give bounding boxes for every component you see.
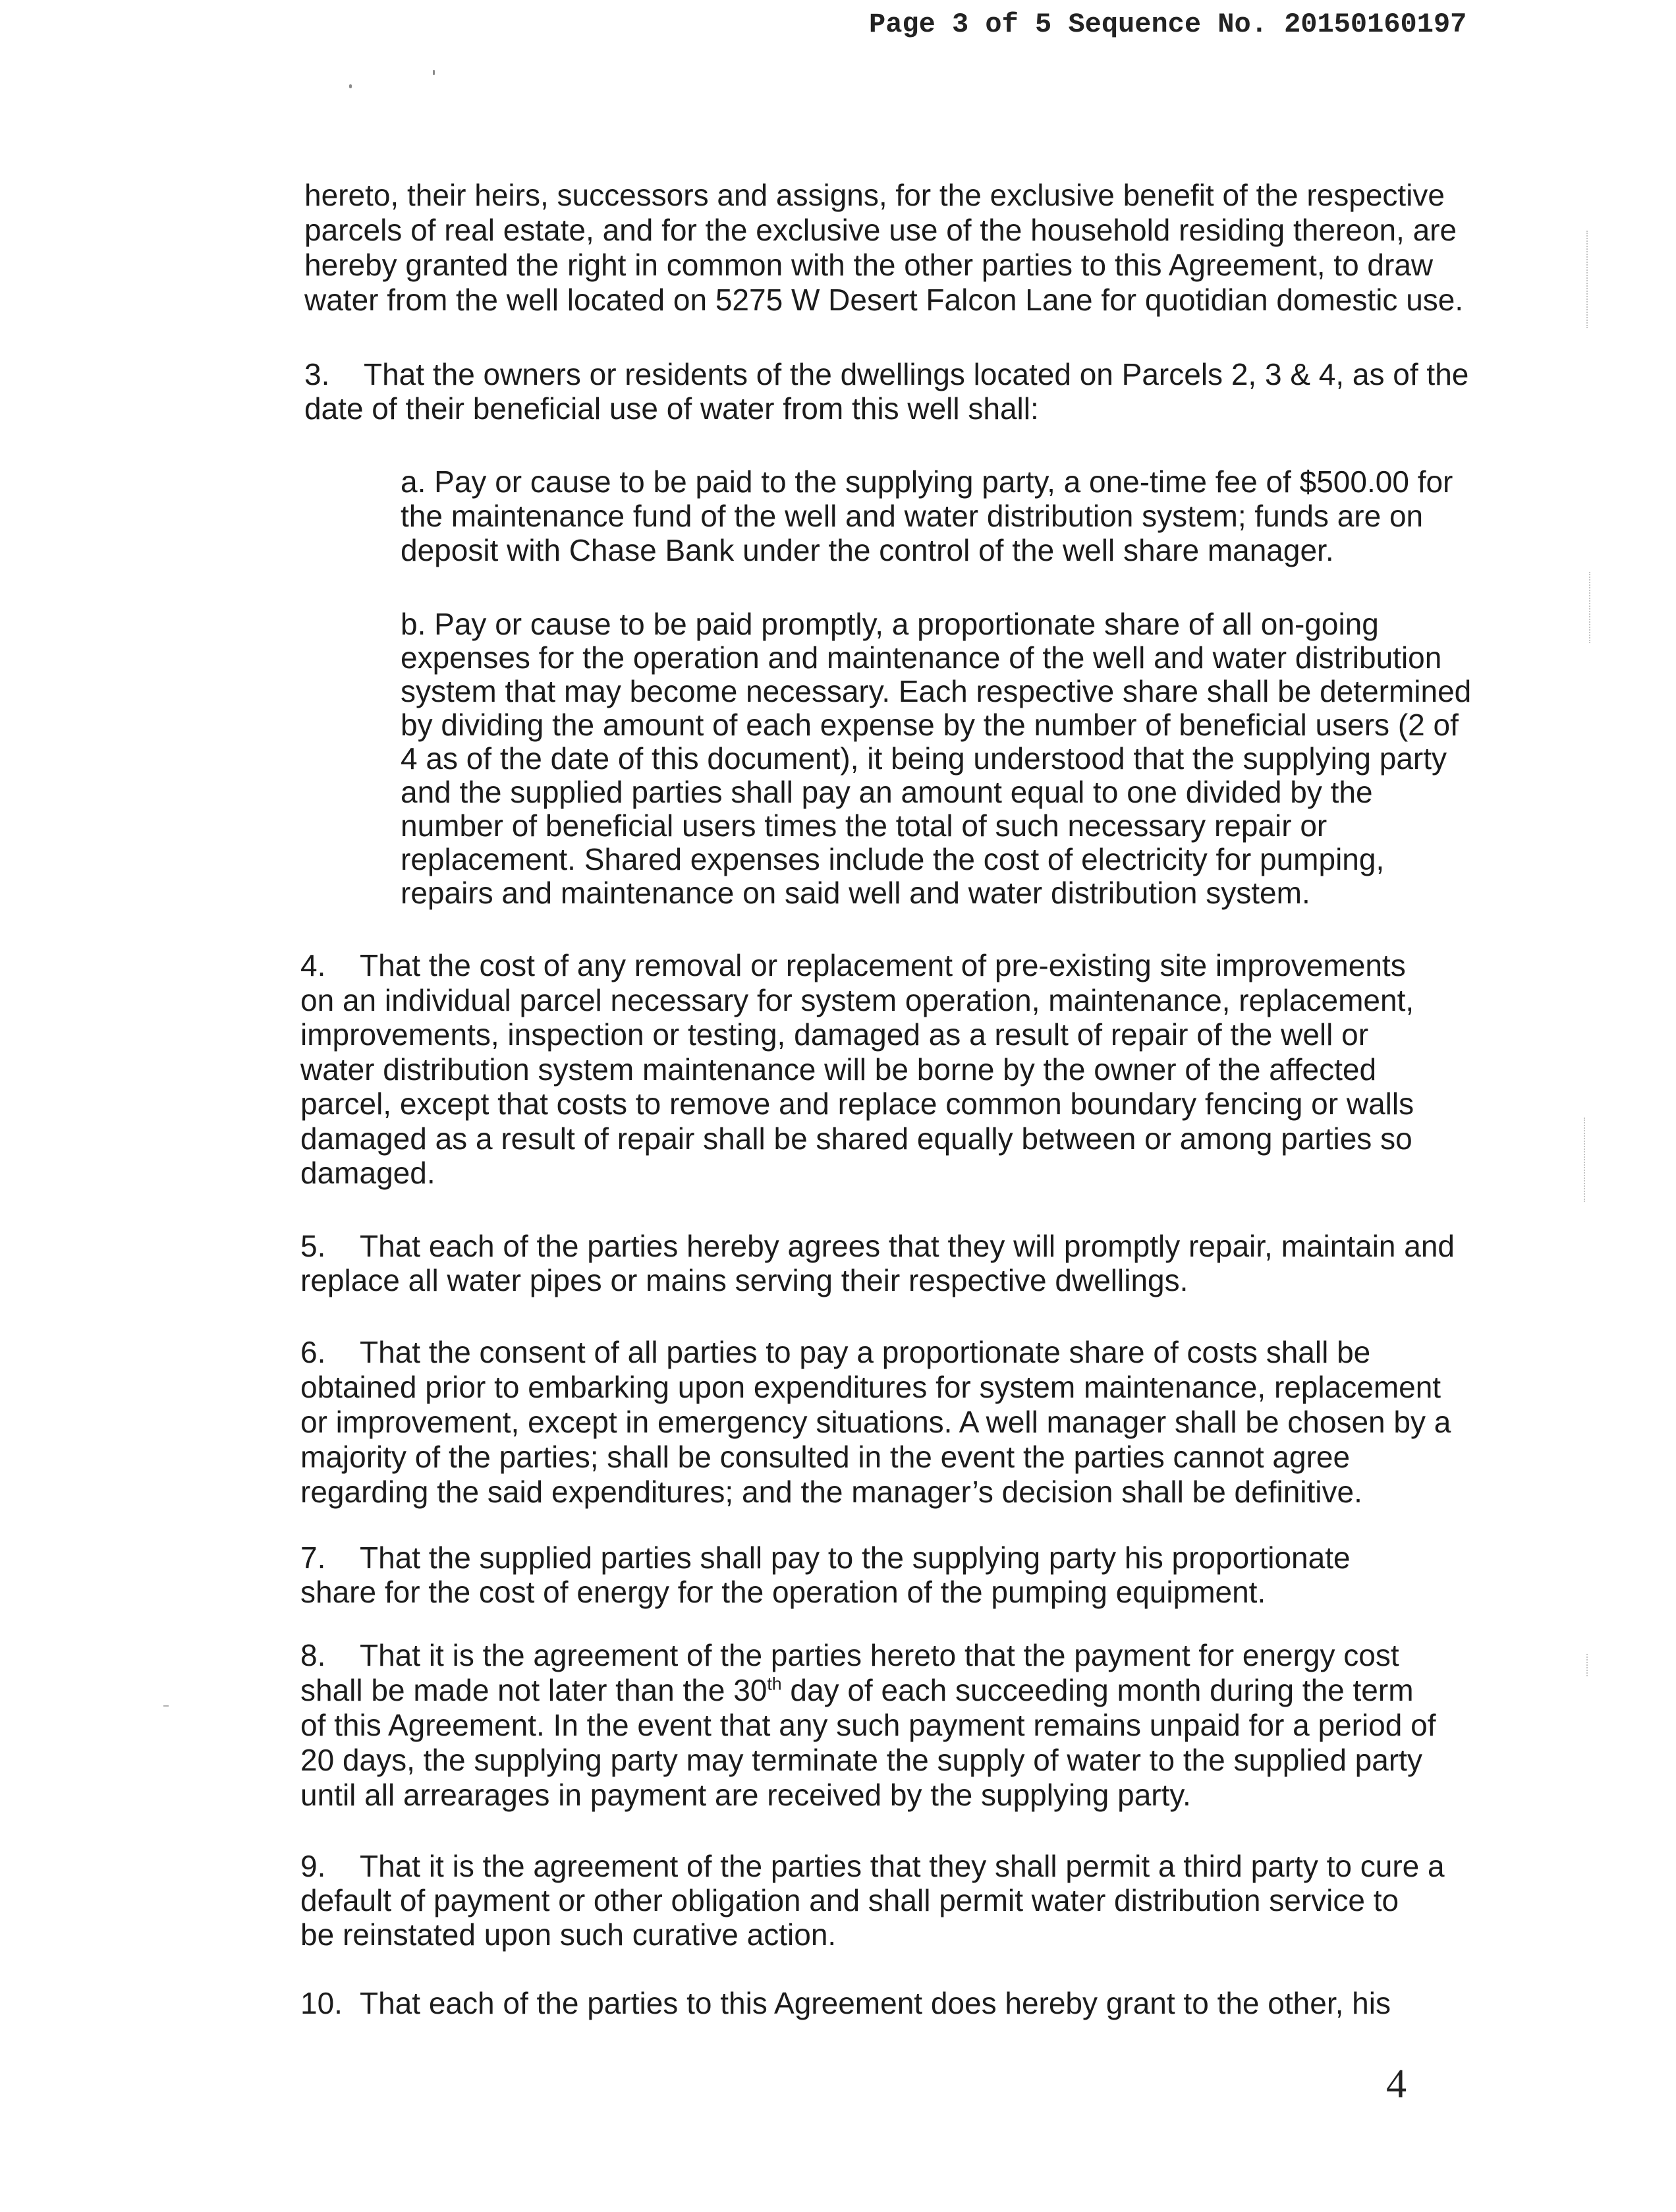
section-number: 4. [300,948,326,982]
paragraph-line: damaged. [300,1156,435,1190]
scan-artifact [349,84,352,88]
scan-artifact [1586,231,1588,328]
paragraph-line: date of their beneficial use of water from this well shall: [304,391,1039,426]
line-text: That the owners or residents of the dwellings located on Parcels 2, 3 & 4, as of the [364,357,1469,391]
line-text: That the supplied parties shall pay to the supplying party his proportionate [360,1541,1351,1575]
page-sequence-header: Page 3 of 5 Sequence No. 20150160197 [869,9,1467,40]
scan-artifact [1589,572,1590,643]
paragraph-line: on an individual parcel necessary for system operation, maintenance, replacement, [300,982,1414,1017]
paragraph-section-3 [304,357,1468,426]
paragraph-line: water from the well located on 5275 W Desert Falcon Lane for quotidian domestic use. [304,283,1464,317]
paragraph-line: obtained prior to embarking upon expenditures for system maintenance, replacement [300,1370,1441,1404]
paragraph-line [300,1849,1445,1883]
paragraph-line: majority of the parties; shall be consulted in the event the parties cannot agree [300,1440,1351,1474]
line-text: That each of the parties to this Agreement does hereby grant to the other, his [360,1986,1391,2020]
section-number: 3. [304,357,330,391]
line-text: That it is the agreement of the parties hereto that the payment for energy cost [360,1638,1399,1672]
page-number-footer: 4 [1386,2062,1407,2107]
paragraph-line: by dividing the amount of each expense by the number of beneficial users (2 of [401,708,1459,742]
paragraph-line: replacement. Shared expenses include the cost of electricity for pumping, [401,842,1385,876]
paragraph-continuation [304,178,1463,318]
scan-artifact [1586,1654,1588,1676]
paragraph-line [300,1673,1436,1708]
ordinal-superscript: th [767,1674,782,1694]
paragraph-line: and the supplied parties shall pay an amount equal to one divided by the [401,775,1373,809]
line-text: shall be made not later than the 30 [300,1673,768,1707]
paragraph-section-6 [300,1335,1451,1510]
paragraph-line: until all arrearages in payment are received by the supplying party. [300,1778,1191,1812]
paragraph-line [304,357,1468,391]
paragraph-section-7 [300,1541,1351,1609]
paragraph-section-3b [401,608,1471,910]
line-text: That each of the parties hereby agrees that they will promptly repair, maintain and [360,1229,1455,1263]
paragraph-line: hereby granted the right in common with the other parties to this Agreement, to draw [304,248,1434,282]
paragraph-line: system that may become necessary. Each respective share shall be determined [401,674,1472,708]
paragraph-line [300,1229,1455,1263]
paragraph-line: parcels of real estate, and for the exclusive use of the household residing thereon, are [304,213,1457,247]
paragraph-line: 4 as of the date of this document), it being understood that the supplying party [401,741,1447,776]
paragraph-line: number of beneficial users times the total of such necessary repair or [401,808,1327,843]
line-text: That it is the agreement of the parties that they shall permit a third party to cure a [360,1849,1445,1883]
paragraph-section-8 [300,1638,1436,1813]
section-number: 7. [300,1541,326,1575]
paragraph-line: damaged as a result of repair shall be shared equally between or among parties so [300,1121,1412,1156]
paragraph-line: default of payment or other obligation and shall permit water distribution service to [300,1883,1399,1917]
paragraph-line: a. Pay or cause to be paid to the supplying party, a one-time fee of $500.00 for [401,465,1453,499]
paragraph-line: be reinstated upon such curative action. [300,1917,837,1952]
paragraph-line [300,1335,1451,1370]
paragraph-line: deposit with Chase Bank under the control of the well share manager. [401,533,1334,567]
paragraph-line: parcel, except that costs to remove and replace common boundary fencing or walls [300,1087,1414,1121]
section-number: 5. [300,1229,326,1263]
paragraph-section-3a [401,465,1453,567]
paragraph-line [300,1638,1436,1673]
paragraph-section-4 [300,948,1414,1191]
paragraph-line: share for the cost of energy for the operation of the pumping equipment. [300,1575,1266,1609]
paragraph-line: b. Pay or cause to be paid promptly, a proportionate share of all on-going [401,607,1379,641]
paragraph-line: regarding the said expenditures; and the manager’s decision shall be definitive. [300,1475,1362,1509]
paragraph-line [300,948,1414,983]
line-text: day of each succeeding month during the term [781,1673,1414,1707]
paragraph-line: replace all water pipes or mains serving their respective dwellings. [300,1263,1188,1297]
paragraph-line: or improvement, except in emergency situations. A well manager shall be chosen by a [300,1405,1451,1439]
paragraph-line: repairs and maintenance on said well and water distribution system. [401,876,1310,910]
paragraph-section-9 [300,1849,1445,1952]
scan-artifact [1584,1118,1585,1202]
line-text: That the cost of any removal or replacement of pre-existing site improvements [360,948,1406,982]
paragraph-line: of this Agreement. In the event that any such payment remains unpaid for a period of [300,1708,1436,1742]
scan-artifact [163,1705,169,1707]
paragraph-line: hereto, their heirs, successors and assigns, for the exclusive benefit of the respective [304,178,1445,212]
paragraph-line: water distribution system maintenance will be borne by the owner of the affected [300,1052,1377,1087]
scan-artifact [433,70,435,75]
section-number: 9. [300,1849,326,1883]
paragraph-line [300,1541,1351,1575]
paragraph-line: 20 days, the supplying party may terminate the supply of water to the supplied party [300,1743,1422,1777]
paragraph-line [300,1986,1391,2020]
section-number: 10. [300,1986,343,2020]
paragraph-line: the maintenance fund of the well and water distribution system; funds are on [401,499,1424,533]
section-number: 8. [300,1638,326,1672]
section-number: 6. [300,1335,326,1369]
paragraph-line: expenses for the operation and maintenance of the well and water distribution [401,640,1442,675]
paragraph-section-5 [300,1229,1455,1297]
paragraph-line: improvements, inspection or testing, damaged as a result of repair of the well or [300,1017,1369,1052]
paragraph-section-10 [300,1986,1391,2020]
line-text: That the consent of all parties to pay a proportionate share of costs shall be [360,1335,1371,1369]
